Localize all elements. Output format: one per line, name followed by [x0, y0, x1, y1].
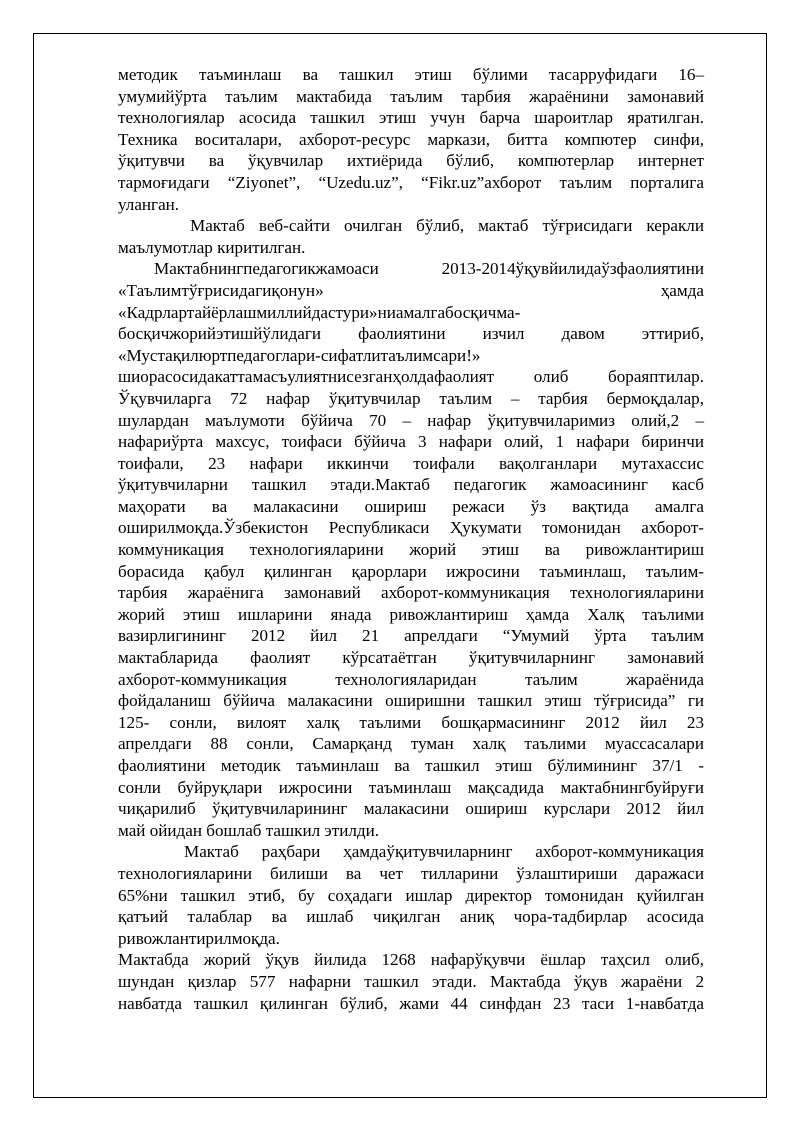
text-line: маълумотлар киритилган.: [118, 237, 306, 257]
text-line: Мактаб веб-сайти очилган бўлиб, мактаб тўғрисидаги керакли: [190, 216, 704, 236]
text-line: ахборот-коммуникация технологияларидан таълим жараёнида: [118, 669, 704, 689]
text-line: тармоғидаги “Ziyonet”, “Uzedu.uz”, “Fikr.uz”ахборот таълим порталига: [118, 172, 704, 192]
text-line: фойдаланиш бўйича малакасини оширишни ташкил этиш тўғрисида” ги: [118, 691, 704, 711]
text-line: қатъий талаблар ва ишлаб чиқилган аниқ чора-тадбирлар асосида: [118, 907, 704, 927]
text-line: умумийўрта таълим мактабида таълим тарбия жараёнини замонавий: [118, 86, 704, 106]
text-line: Техника воситалари, ахборот-ресурс маркази, битта компютер синфи,: [118, 129, 704, 149]
text-line: Мактабнингпедагогикжамоаси 2013-2014ўқувйилидаўзфаолиятини: [154, 259, 704, 279]
text-line: навбатда ташкил қилинган бўлиб, жами 44 синфдан 23 таси 1-навбатда: [118, 993, 704, 1013]
text-line: шулардан маълумоти бўйича 70 – нафар ўқитувчиларимиз олий,2 –: [118, 410, 704, 430]
text-line: 125- сонли, вилоят халқ таълими бошқармасининг 2012 йил 23: [118, 712, 704, 732]
text-line: уланган.: [118, 194, 180, 214]
text-line: ўқитувчиларни ташкил этади.Мактаб педагогик жамоасининг касб: [118, 475, 704, 495]
text-line: технологияларини билиши ва чет тилларини ўзлаштириши даражаси: [118, 863, 704, 883]
text-line: шиорасосидакаттамасъулиятнисезганҳолдафаолият олиб бораяптилар.: [118, 367, 704, 387]
text-line: фаолиятини методик таъминлаш ва ташкил этиш бўлимининг 37/1 -: [118, 756, 704, 775]
paragraph-4: [118, 841, 704, 949]
text-line: борасида қабул қилинган қарорлари ижросини таъминлаш, таълим-: [118, 561, 704, 581]
text-line: мактабларида фаолият кўрсатаётган ўқитувчиларнинг замонавий: [118, 648, 704, 668]
text-line: 65%ни ташкил этиб, бу соҳадаги ишлар директор томонидан қуйилган: [118, 885, 704, 905]
text-line: Мактаб раҳбари ҳамдаўқитувчиларнинг ахборот-коммуникация: [184, 842, 704, 862]
document-body: [118, 64, 704, 1014]
text-line: май ойидан бошлаб ташкил этилди.: [118, 820, 380, 840]
text-line: «Мустақилюртпедагоглари-сифатлитаълимсари!»: [118, 345, 481, 365]
text-line: жорий этиш ишларини янада ривожлантириш ҳамда Халқ таълими: [118, 604, 704, 624]
paragraph-3: [118, 258, 704, 841]
text-line: тоифали, 23 нафари иккинчи тоифали вақолганлари мутахассис: [118, 453, 704, 473]
text-line: босқичжорийэтишйўлидаги фаолиятини изчил давом эттириб,: [118, 324, 704, 344]
text-line: ривожлантирилмоқда.: [118, 928, 280, 948]
paragraph-1: [118, 64, 704, 215]
text-line: методик таъминлаш ва ташкил этиш бўлими тасарруфидаги 16–: [118, 65, 704, 84]
text-line: чиқарилиб ўқитувчиларининг малакасини ошириш курслари 2012 йил: [118, 799, 704, 819]
paragraph-5: [118, 949, 704, 1014]
text-line: коммуникация технологияларини жорий этиш ва ривожлантириш: [118, 540, 704, 560]
text-line: Ўқувчиларга 72 нафар ўқитувчилар таълим – тарбия бермоқдалар,: [118, 388, 704, 408]
text-line: ўқитувчи ва ўқувчилар ихтиёрида бўлиб, компютерлар интернет: [118, 151, 704, 171]
text-line: нафариўрта махсус, тоифаси бўйича 3 нафари олий, 1 нафари биринчи: [118, 432, 704, 452]
text-line: «Таълимтўғрисидагиқонун» ҳамда: [118, 280, 704, 300]
text-line: «Кадрлартайёрлашмиллийдастури»ниамалгабосқичма-: [118, 302, 521, 322]
text-line: маҳорати ва малакасини ошириш режаси ўз вақтида амалга: [118, 496, 704, 516]
text-line: Мактабда жорий ўқув йилида 1268 нафарўқувчи ёшлар таҳсил олиб,: [118, 950, 704, 970]
text-line: апрелдаги 88 сонли, Самарқанд туман халқ таълими муассасалари: [118, 734, 704, 754]
text-line: вазирлигининг 2012 йил 21 апрелдаги “Умумий ўрта таълим: [118, 626, 704, 646]
text-line: шундан қизлар 577 нафарни ташкил этади. Мактабда ўқув жараёни 2: [118, 971, 704, 991]
text-line: сонли буйруқлари ижросини таъминлаш мақсадида мактабнингбуйруғи: [118, 777, 704, 797]
paragraph-2: [118, 215, 704, 258]
text-line: оширилмоқда.Ўзбекистон Республикаси Ҳукумати томонидан ахборот-: [118, 518, 704, 538]
text-line: технологиялар асосида ташкил этиш учун барча шароитлар яратилган.: [118, 108, 704, 128]
text-line: тарбия жараёнига замонавий ахборот-коммуникация технологияларини: [118, 583, 704, 603]
